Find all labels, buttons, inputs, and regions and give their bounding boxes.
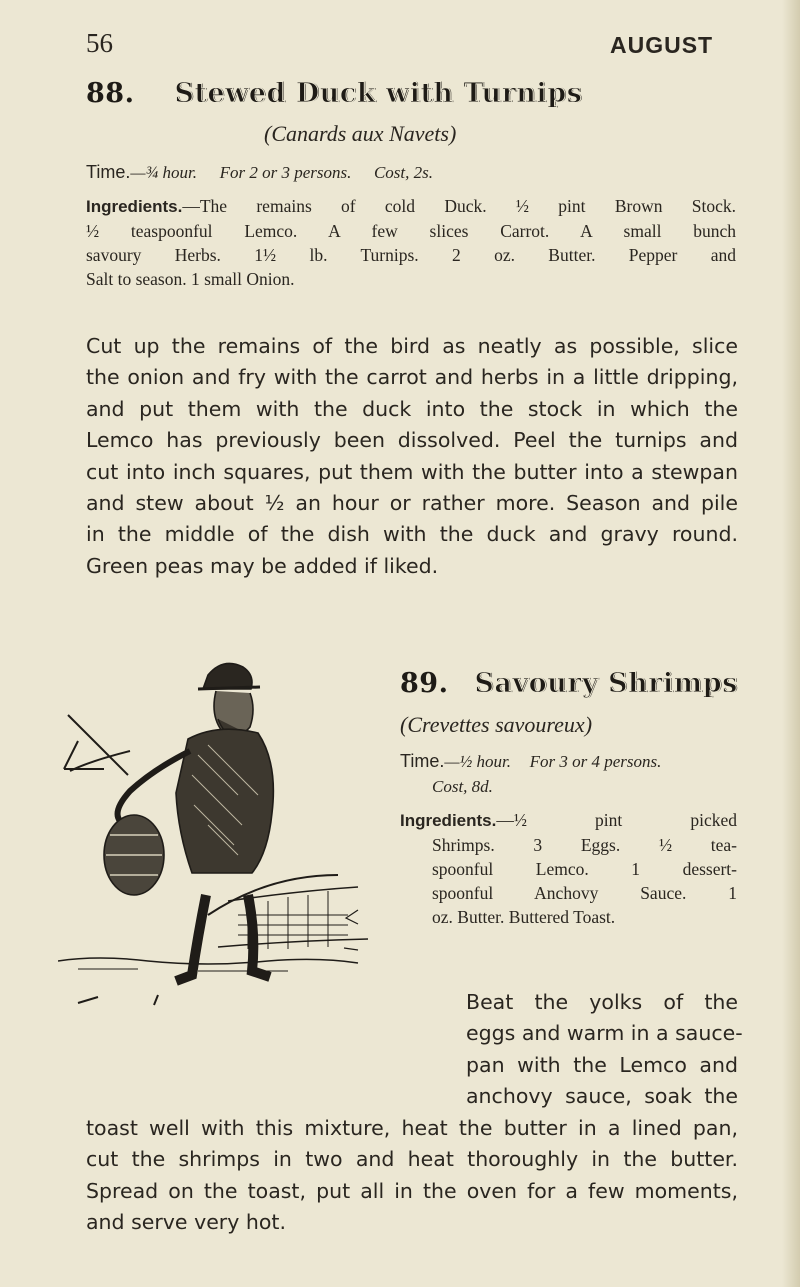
ingredients-line: —The remains of cold Duck. ½ pint Brown Stock. — [182, 196, 736, 216]
recipe-88-time-value: —¾ hour. — [130, 163, 197, 182]
recipe-88-time-label: Time. — [86, 162, 131, 182]
method-line: and stew about ½ an hour or rather more. Season and pile — [86, 491, 738, 516]
page-edge-shadow — [782, 0, 800, 1287]
ingredients-line: —½ pint picked — [496, 810, 737, 830]
method-line: eggs and warm in a sauce- — [466, 1021, 743, 1046]
recipe-88-title-text: Stewed Duck with Turnips — [174, 78, 583, 109]
recipe-89-ingredients — [400, 808, 737, 929]
recipe-88-cost: Cost, 2s. — [373, 163, 434, 182]
method-line: and serve very hot. — [86, 1210, 286, 1235]
recipe-88-ingredients — [86, 194, 736, 291]
recipe-88-title — [86, 78, 582, 109]
method-line: Lemco has previously been dissolved. Peel the turnips and — [86, 428, 738, 453]
ingredients-line: oz. Butter. Buttered Toast. — [432, 907, 616, 927]
method-line: anchovy sauce, soak the — [466, 1084, 738, 1109]
ingredients-line: ½ teaspoonful Lemco. A few slices Carrot. A small bunch — [86, 221, 736, 241]
recipe-89-meta — [400, 749, 661, 775]
recipe-88-subtitle: (Canards aux Navets) — [264, 121, 457, 146]
method-line: Cut up the remains of the bird as neatly as possible, slice — [86, 334, 738, 358]
recipe-89-subtitle: (Crevettes savoureux) — [400, 712, 593, 737]
recipe-88-method — [86, 331, 738, 582]
recipe-89-cost — [432, 774, 493, 800]
recipe-89-title — [400, 668, 738, 699]
method-line: in the middle of the dish with the duck and gravy round. — [86, 522, 738, 547]
recipe-89-cost-text: Cost, 8d. — [432, 777, 493, 796]
running-head-month: AUGUST — [610, 32, 714, 58]
method-line: Spread on the toast, put all in the oven for a few moments, — [86, 1178, 738, 1203]
recipe-88-number: 88. — [86, 78, 135, 109]
recipe-89-ingredients-label: Ingredients. — [400, 811, 497, 830]
ingredients-line: Shrimps. 3 Eggs. ½ tea- — [432, 835, 737, 855]
fisherman-shrimping-illustration-icon — [58, 655, 393, 1015]
recipe-89-time-label: Time. — [400, 751, 445, 771]
method-line: and put them with the duck into the stock in which the — [86, 396, 738, 421]
recipe-89-method-upper — [466, 987, 743, 1113]
recipe-89-title-text: Savoury Shrimps — [474, 668, 738, 699]
method-line: Green peas may be added if liked. — [86, 553, 439, 578]
page-number: 56 — [86, 28, 113, 58]
recipe-88-ingredients-label: Ingredients. — [86, 197, 183, 216]
method-line: pan with the Lemco and — [466, 1052, 738, 1077]
recipe-89-persons: For 3 or 4 persons. — [529, 752, 662, 771]
recipe-89-number: 89. — [400, 668, 449, 699]
method-line: cut into inch squares, put them with the butter into a stewpan — [86, 459, 738, 484]
ingredients-line: Salt to season. 1 small Onion. — [86, 269, 295, 289]
recipe-89-time-value: —½ hour. — [444, 752, 511, 771]
recipe-89-method-lower — [86, 1113, 738, 1239]
ingredients-line: spoonful Anchovy Sauce. 1 — [432, 883, 737, 903]
method-line: cut the shrimps in two and heat thoroughly in the butter. — [86, 1147, 738, 1172]
ingredients-line: spoonful Lemco. 1 dessert- — [432, 859, 737, 879]
method-line: Beat the yolks of the — [466, 990, 738, 1014]
recipe-88-persons: For 2 or 3 persons. — [219, 163, 352, 182]
ingredients-line: savoury Herbs. 1½ lb. Turnips. 2 oz. Butter. Pepper and — [86, 245, 736, 265]
recipe-88-meta — [86, 160, 433, 186]
method-line: toast well with this mixture, heat the butter in a lined pan, — [86, 1116, 738, 1140]
method-line: the onion and fry with the carrot and herbs in a little dripping, — [86, 365, 738, 390]
